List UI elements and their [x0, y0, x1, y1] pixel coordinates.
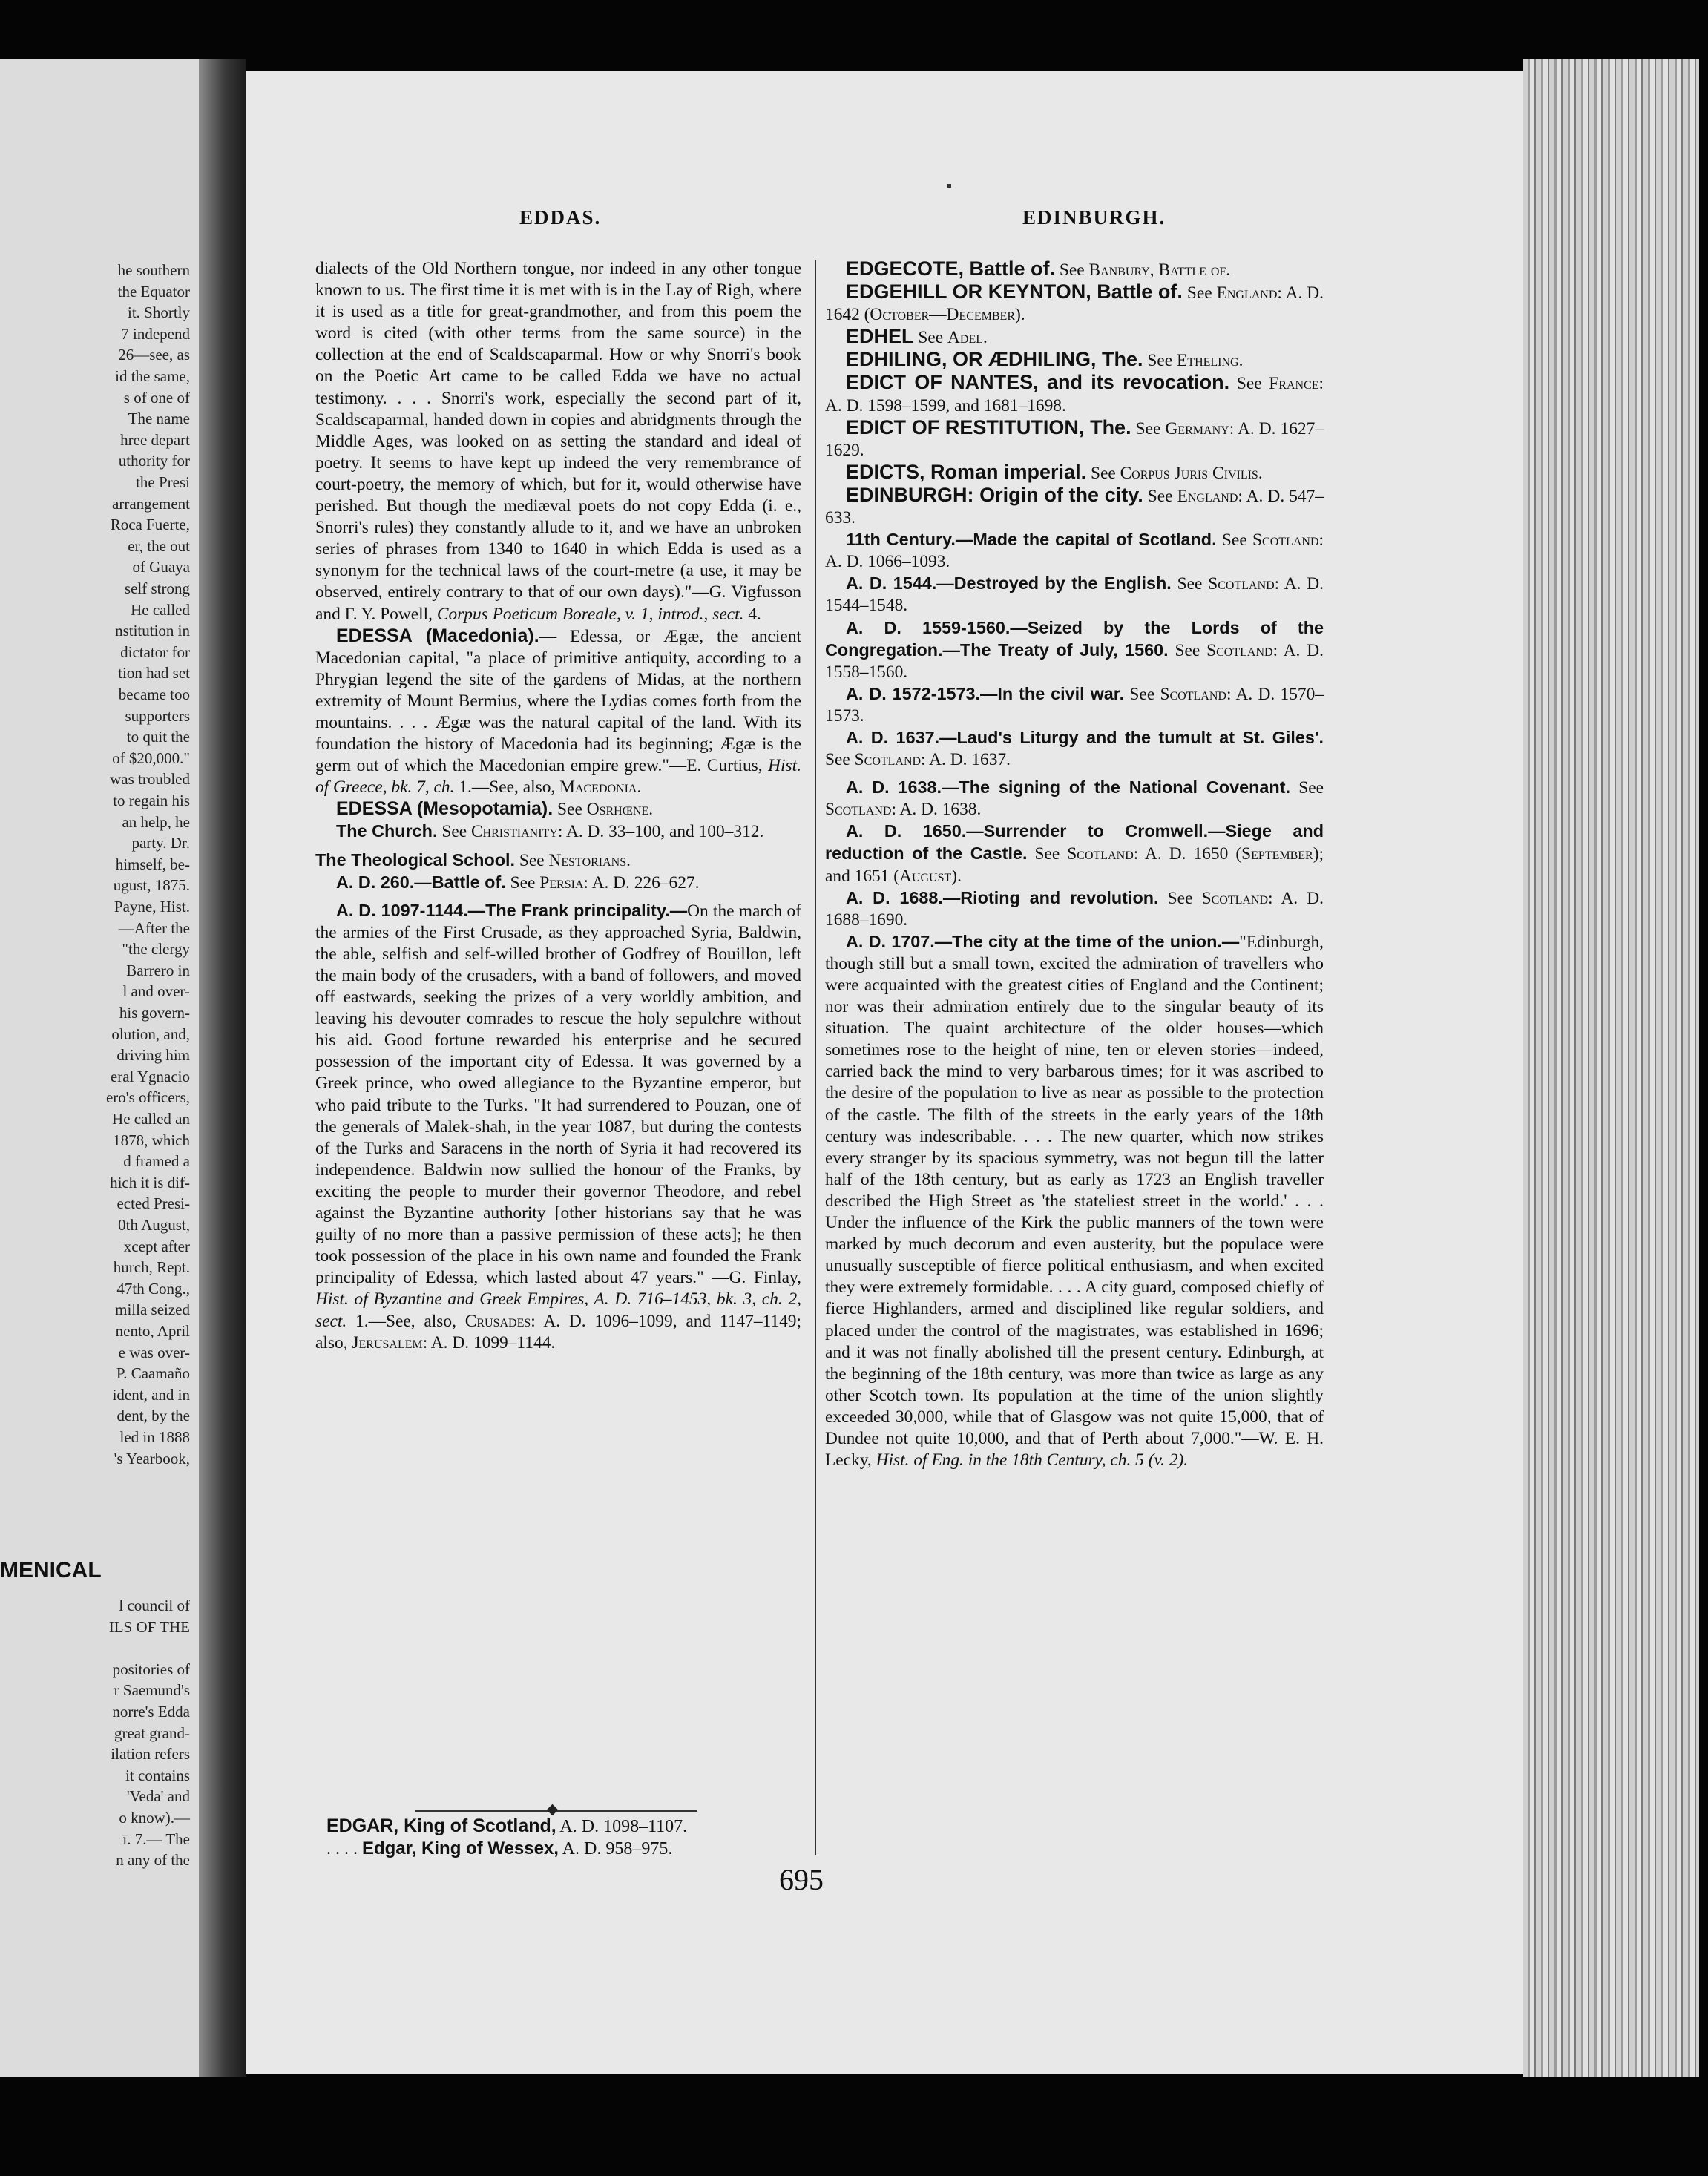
- left-page-line: He called: [131, 600, 190, 619]
- left-page-line: 1878, which: [113, 1131, 190, 1149]
- left-page-line: 26—see, as: [118, 346, 190, 364]
- left-page-line: the Presi: [136, 473, 190, 491]
- subentry-church: The Church. See Christianity: A. D. 33–100, and 100–312.: [336, 821, 764, 842]
- left-column: [315, 258, 801, 1354]
- left-page-line: norre's Edda: [112, 1703, 190, 1720]
- left-page-line: The name: [128, 410, 190, 428]
- entry-edict-of-restitution: EDICT OF RESTITUTION, The. See Germany: A. D. 1627–1629.: [825, 415, 1324, 460]
- subentry-11th-century: 11th Century.—Made the capital of Scotland. See Scotland: A. D. 1066–1093.: [825, 530, 1324, 572]
- edda-continuation: dialects of the Old Northern tongue, nor indeed in any other tongue known to us. The first time it is met with is in the Lay of Righ, where it is used as a title for great-grandmother, and from this poem the word is cited (with other terms from the same source) in the collection at the end of Scaldscaparmal. How or why Snorri's book on the Poetic Art came to be called Edda we have no actual testimony. . . . Snorri's work, especially the second part of it, Scaldscaparmal, handed down in copies and abridgments through the Middle Ages, was looked on as setting the standard and ideal of poetry. It seems to have kept up indeed the very remembrance of court-poetry, the memory of which, but for it, would otherwise have perished. But though the mediæval poets do not copy Edda (i. e., Snorri's rules) they constantly allude to it, and we have an unbroken series of phrases from 1340 to 1640 in which Edda is used as a synonym for the technical laws of the court-metre (a use, it may be observed, entirely contrary to that of our own days)."—G. Vigfusson and F. Y. Powell, Corpus Poeticum Boreale, v. 1, introd., sect. 4.: [315, 259, 801, 624]
- entry-edhel: EDHEL See Adel.: [846, 325, 988, 348]
- subentry-ad260: A. D. 260.—Battle of. See Persia: A. D. 226–627.: [336, 872, 700, 893]
- subentry-theological-school: The Theological School. See Nestorians.: [315, 849, 631, 870]
- left-page-line: ilation refers: [111, 1745, 190, 1764]
- facing-left-page: [0, 59, 199, 2077]
- right-column: [825, 258, 1324, 1471]
- entry-edessa-mesopotamia: EDESSA (Mesopotamia). See Osrhœne.: [336, 798, 654, 820]
- left-page-line: ī. 7.— The: [122, 1830, 190, 1848]
- print-dot: [947, 184, 951, 188]
- entry-edinburgh: EDINBURGH: Origin of the city. See England: A. D. 547–633.: [825, 483, 1324, 528]
- left-page-line: ected Presi-: [116, 1194, 190, 1213]
- left-page-line: to regain his: [113, 792, 190, 809]
- column-rule: [815, 260, 816, 1855]
- left-page-line: to quit the: [126, 728, 190, 746]
- left-page-line: dictator for: [120, 642, 190, 661]
- left-page-line: hich it is dif-: [110, 1173, 190, 1191]
- left-page-line: ILS OF THE: [108, 1617, 190, 1636]
- left-page-line: 7 independ: [121, 324, 190, 343]
- left-page-line: himself, be-: [115, 855, 190, 873]
- left-page-line: Payne, Hist.: [114, 898, 190, 916]
- left-page-line: eral Ygnacio: [110, 1067, 190, 1085]
- subentry-1637: A. D. 1637.—Laud's Liturgy and the tumult at St. Giles'. See Scotland: A. D. 1637.: [825, 727, 1324, 770]
- left-page-line: d framed a: [123, 1152, 190, 1171]
- left-page-line: ident, and in: [112, 1385, 190, 1404]
- left-page-line: party. Dr.: [131, 834, 190, 852]
- book-gutter: [199, 59, 246, 2077]
- left-page-line: an help, he: [122, 812, 190, 831]
- left-page-line: hurch, Rept.: [113, 1258, 190, 1277]
- entry-edgehill: EDGEHILL OR KEYNTON, Battle of. See England: A. D. 1642 (October—December).: [825, 280, 1324, 325]
- page-number: 695: [779, 1863, 824, 1896]
- left-page-line: s of one of: [123, 388, 190, 407]
- left-page-line: ugust, 1875.: [113, 876, 190, 895]
- entry-edhiling: EDHILING, OR ÆDHILING, The. See Etheling.: [846, 348, 1244, 371]
- entry-edict-of-nantes: EDICT OF NANTES, and its revocation. See France: A. D. 1598–1599, and 1681–1698.: [825, 371, 1324, 415]
- entry-edicts: EDICTS, Roman imperial. See Corpus Juris Civilis.: [846, 460, 1263, 483]
- left-page-line: the Equator: [117, 282, 190, 300]
- left-page-line: e was over-: [118, 1343, 190, 1361]
- left-page-line: nento, April: [115, 1322, 190, 1340]
- subentry-1638: A. D. 1638.—The signing of the National Covenant. See Scotland: A. D. 1638.: [825, 778, 1324, 820]
- left-page-line: self strong: [124, 579, 190, 597]
- left-page-line: arrangement: [112, 494, 190, 513]
- left-page-line: uthority for: [118, 452, 190, 470]
- left-page-line: great grand-: [114, 1723, 190, 1742]
- left-page-line: it. Shortly: [127, 303, 190, 322]
- left-page-line: it contains: [125, 1766, 190, 1784]
- left-page-line: tion had set: [118, 664, 190, 683]
- page-edges: [1523, 59, 1699, 2077]
- subentry-1650: A. D. 1650.—Surrender to Cromwell.—Siege and reduction of the Castle. See Scotland: A. D. 1650 (September); and 1651 (August).: [825, 821, 1324, 886]
- entry-edessa-macedonia: EDESSA (Macedonia).— Edessa, or Ægæ, the ancient Macedonian capital, "a place of primitive antiquity, according to a Phrygian legend the site of the gardens of Midas, at the northern extremity of Mount Bermius, where the Lydias comes forth from the mountains. . . . Ægæ was the natural capital of the land. With its foundation the history of Macedonia had its beginning; Ægæ is the germ out of which the Macedonian empire grew."—E. Curtius, Hist. of Greece, bk. 7, ch. 1.—See, also, Macedonia.: [315, 625, 802, 798]
- left-page-line: positories of: [112, 1660, 190, 1678]
- left-page-line: id the same,: [115, 367, 190, 385]
- left-page-line: became too: [118, 686, 190, 703]
- left-page-line: 47th Cong.,: [116, 1279, 190, 1298]
- left-page-line: o know).—: [119, 1809, 190, 1827]
- left-page-line: dent, by the: [116, 1407, 190, 1425]
- left-page-line: n any of the: [116, 1851, 190, 1870]
- running-head-right: EDINBURGH.: [1022, 206, 1166, 229]
- left-page-line: "the clergy: [122, 940, 190, 959]
- left-page-line: er, the out: [128, 536, 190, 555]
- subentry-1544: A. D. 1544.—Destroyed by the English. See Scotland: A. D. 1544–1548.: [825, 573, 1324, 616]
- left-page-line: of $20,000.": [112, 749, 190, 767]
- running-head-left: EDDAS.: [519, 206, 602, 229]
- left-page-line: he southern: [117, 261, 190, 279]
- subentry-frank-principality: A. D. 1097-1144.—The Frank principality.—On the march of the armies of the First Crusade, as they approached Syria, Baldwin, the able, selfish and self-willed brother of Godfrey of Bouillon, left the main body of the crusaders, with a band of followers, and moved off eastwards, seeking the prizes of a very worldly ambition, and leaving his devouter comrades to rescue the holy sepulchre without his aid. Good fortune rewarded his enterprise and he secured possession of the important city of Edessa. It was governed by a Greek prince, who owed allegiance to the Byzantine emperor, but who paid tribute to the Turks. "It had surrendered to Pouzan, one of the generals of Malek-shah, in the year 1087, but during the contests of the Turks and Saracens in the north of Syria it had recovered its independence. Baldwin now sullied the honour of the Franks, by exciting the people to murder their governor Theodore, and rebel against the Byzantine authority [other historians say that he was guilty of no more than a passive permission of these acts]; he then took possession of the place in his own name and founded the Frank principality of Edessa, which lasted about 47 years." —G. Finlay, Hist. of Byzantine and Greek Empires, A. D. 716–1453, bk. 3, ch. 2, sect. 1.—See, also, Crusades: A. D. 1096–1099, and 1147–1149; also, Jerusalem: A. D. 1099–1144.: [315, 900, 801, 1352]
- left-page-line: olution, and,: [111, 1025, 190, 1043]
- left-page-line: led in 1888: [119, 1428, 190, 1446]
- left-page-line: He called an: [112, 1110, 190, 1128]
- left-page-line: l council of: [119, 1597, 190, 1614]
- left-page-line: supporters: [125, 706, 190, 725]
- left-page-line: xcept after: [123, 1237, 190, 1255]
- left-page-line: 0th August,: [118, 1216, 190, 1234]
- subentry-1572: A. D. 1572-1573.—In the civil war. See Scotland: A. D. 1570–1573.: [825, 683, 1324, 726]
- left-page-line: hree depart: [120, 430, 190, 449]
- left-page-line: Barrero in: [126, 961, 190, 979]
- left-page-line: Roca Fuerte,: [110, 516, 190, 534]
- left-page-line: 'Veda' and: [126, 1787, 190, 1806]
- left-page-line: his govern-: [119, 1004, 190, 1022]
- left-page-line: of Guaya: [132, 558, 190, 576]
- subentry-1559: A. D. 1559-1560.—Seized by the Lords of the Congregation.—The Treaty of July, 1560. See Scotland: A. D. 1558–1560.: [825, 617, 1324, 682]
- left-page-line: driving him: [116, 1046, 190, 1065]
- subentry-1688: A. D. 1688.—Rioting and revolution. See Scotland: A. D. 1688–1690.: [825, 887, 1324, 930]
- subentry-1707: A. D. 1707.—The city at the time of the union.—"Edinburgh, though still but a small town, excited the admiration of travellers who were acquainted with the greatest cities of England and the Continent; nor was their admiration entirely due to the singular beauty of its situation. The quaint architecture of the older houses—which sometimes rose to the height of nine, ten or eleven stories—indeed, carried back the mind to very barbarous times; for it was ascribed to the desire of the population to live as near as possible to the protection of the castle. The filth of the streets in the early years of the 18th century was indescribable. . . . The new quarter, which now strikes every stranger by its spacious symmetry, was not begun till the latter half of the 18th century, but as early as 1723 an English traveller described the High Street as 'the stateliest street in the world.' . . . Under the influence of the Kirk the public manners of the town were marked by much decorum and even austerity, but the populace were unusually susceptible of fierce political enthusiasm, and when excited they were extremely formidable. . . . A city guard, composed chiefly of fierce Highlanders, armed and disciplined like regular soldiers, and placed under the control of the magistrates, was established in 1696; and it was not finally abolished till the present century. Edinburgh, at the beginning of the 18th century, was more than twice as large as any other Scotch town. Its population at the time of the union slightly exceeded 30,000, while that of Glasgow was not quite 15,000, that of Dundee not quite 10,000, and that of Perth about 7,000."—W. E. H. Lecky, Hist. of Eng. in the 18th Century, ch. 5 (v. 2).: [825, 931, 1324, 1470]
- left-page-line: was troubled: [110, 770, 190, 789]
- left-page-line: milla seized: [115, 1301, 190, 1319]
- left-page-line: r Saemund's: [114, 1681, 190, 1700]
- entry-edgecote: EDGECOTE, Battle of. See Banbury, Battle of.: [846, 257, 1231, 280]
- left-page-line: ero's officers,: [105, 1088, 190, 1107]
- left-page-heading: MENICAL: [0, 1558, 102, 1582]
- entry-edgar: EDGAR, King of Scotland, A. D. 1098–1107. . . . . Edgar, King of Wessex, A. D. 958–975.: [326, 1815, 688, 1858]
- left-page-line: l and over-: [122, 982, 190, 1001]
- left-page-line: P. Caamaño: [116, 1364, 190, 1383]
- left-page-line: —After the: [118, 918, 190, 937]
- left-page-line: nstitution in: [115, 622, 190, 640]
- left-page-line: 's Yearbook,: [114, 1449, 190, 1467]
